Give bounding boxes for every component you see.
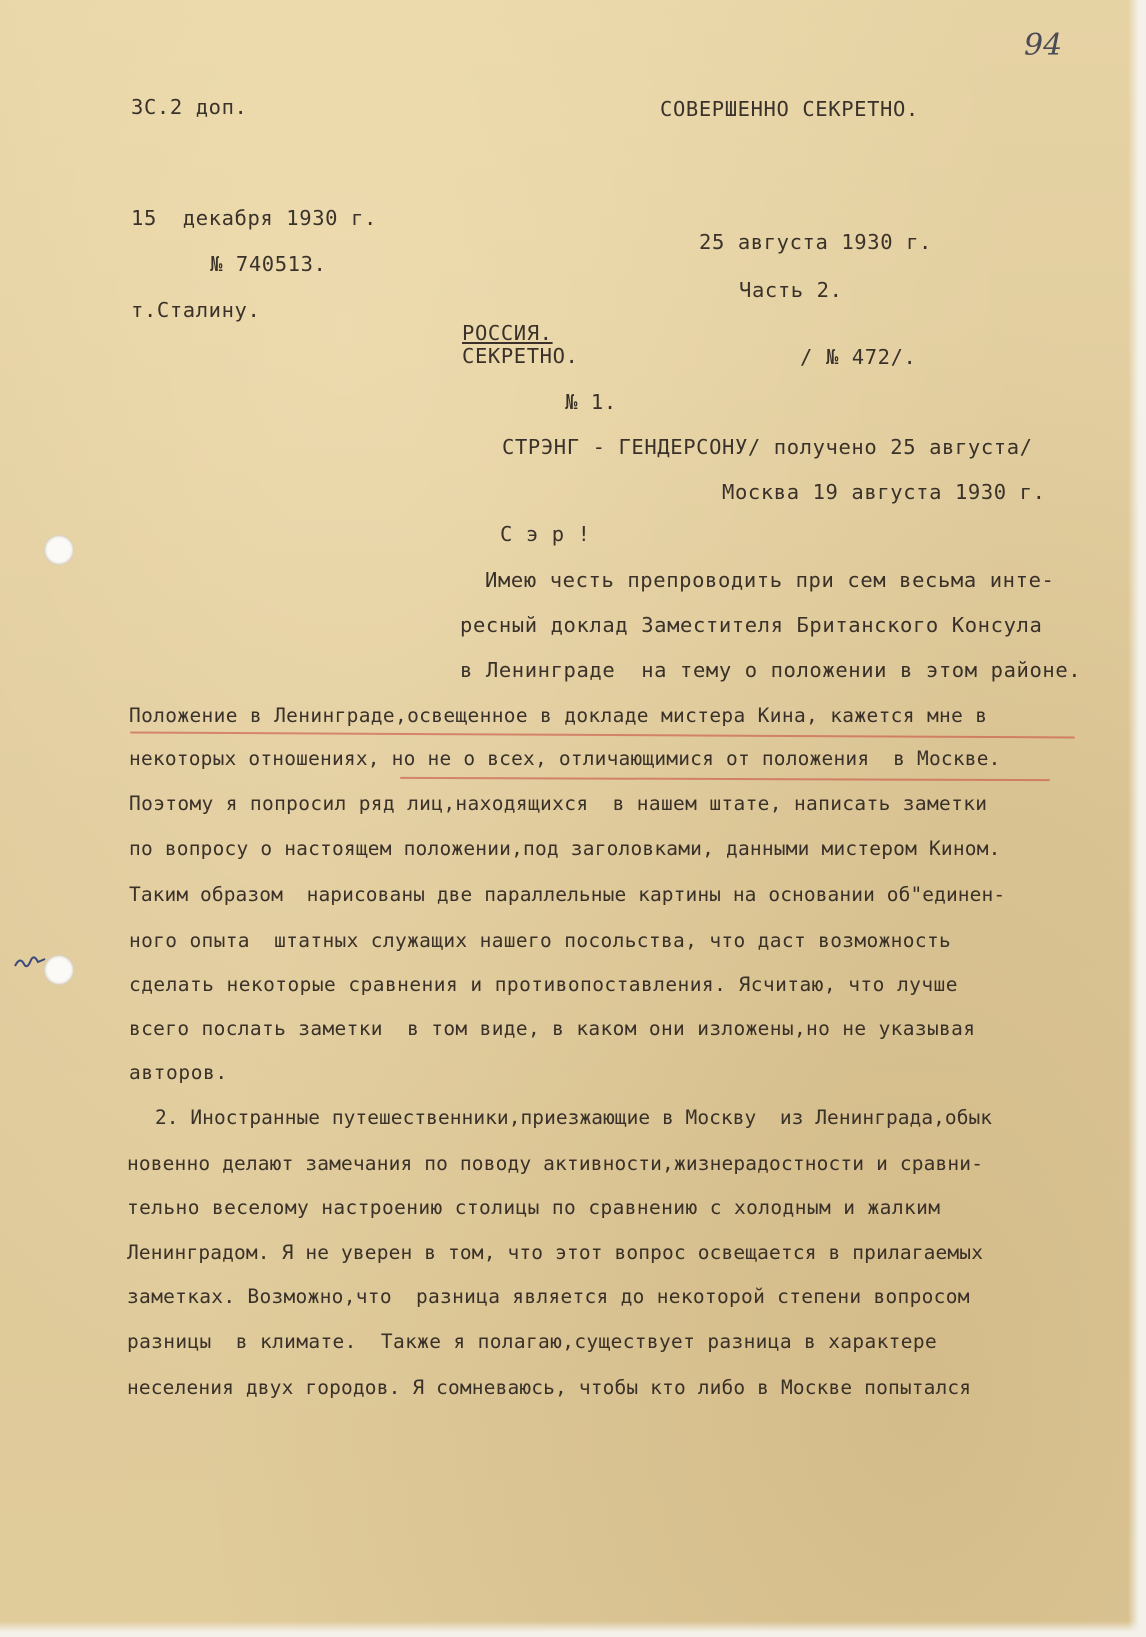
body-line: сделать некоторые сравнения и противопоставления. Ясчитаю, что лучше xyxy=(129,973,958,996)
dispatch-country: РОССИЯ. xyxy=(462,321,553,345)
cover-number: № 740513. xyxy=(210,252,327,276)
body-line: авторов. xyxy=(129,1061,228,1084)
paper-edge-bottom xyxy=(0,1621,1146,1637)
body-line: в Ленинграде на тему о положении в этом районе. xyxy=(460,658,1082,682)
body-line: Ленинградом. Я не уверен в том, что этот вопрос освещается в прилагаемых xyxy=(127,1241,984,1264)
body-line: Положение в Ленинграде,освещенное в докладе мистера Кина, кажется мне в xyxy=(129,704,988,727)
dispatch-route: СТРЭНГ - ГЕНДЕРСОНУ/ получено 25 августа/ xyxy=(502,435,1033,459)
salutation: С э р ! xyxy=(500,522,591,546)
cover-addressee: т.Сталину. xyxy=(131,298,261,322)
body-line: 2. Иностранные путешественники,приезжающие в Москву из Ленинграда,обык xyxy=(155,1106,993,1129)
paper-edge-right xyxy=(1128,0,1146,1637)
dispatch-part: Часть 2. xyxy=(739,278,843,302)
dispatch-place-date: Москва 19 августа 1930 г. xyxy=(722,480,1046,504)
dispatch-ref-number: / № 472/. xyxy=(800,345,917,369)
dispatch-date: 25 августа 1930 г. xyxy=(699,230,932,254)
body-line: всего послать заметки в том виде, в каком они изложены,но не указывая xyxy=(129,1017,976,1040)
classification-title: СОВЕРШЕННО СЕКРЕТНО. xyxy=(660,97,919,121)
red-underline-mark xyxy=(400,777,1050,781)
body-line: разницы в климате. Также я полагаю,существует разница в характере xyxy=(127,1330,938,1353)
body-line: Имею честь препроводить при сем весьма инте- xyxy=(485,568,1055,592)
pencil-margin-mark xyxy=(12,950,48,974)
body-line: Поэтому я попросил ряд лиц,находящихся в нашем штате, написать заметки xyxy=(129,792,988,815)
body-line: неселения двух городов. Я сомневаюсь, чтобы кто либо в Москве попытался xyxy=(127,1376,972,1399)
punch-hole-top xyxy=(44,535,74,565)
body-line: ного опыта штатных служащих нашего посольства, что даст возможность xyxy=(129,929,952,952)
cover-date: 15 декабря 1930 г. xyxy=(131,206,377,230)
body-line: тельно веселому настроению столицы по сравнению с холодным и жалким xyxy=(127,1196,941,1219)
dispatch-secrecy: СЕКРЕТНО. xyxy=(462,344,579,368)
body-line: заметках. Возможно,что разница является до некоторой степени вопросом xyxy=(127,1285,970,1308)
body-line: ресный доклад Заместителя Британского Консула xyxy=(460,613,1043,637)
body-line: по вопросу о настоящем положении,под заголовками, данными мистером Кином. xyxy=(129,837,1001,860)
dispatch-item-number: № 1. xyxy=(565,390,617,414)
punch-hole-bottom xyxy=(44,955,74,985)
body-line: Таким образом нарисованы две параллельные картины на основании об"единен- xyxy=(129,883,1006,906)
body-line: новенно делают замечания по поводу активности,жизнерадостности и сравни- xyxy=(127,1152,984,1175)
page-number: 94 xyxy=(1024,28,1063,63)
copy-code: 3С.2 доп. xyxy=(131,95,248,119)
red-underline-mark xyxy=(130,732,1075,739)
body-line: некоторых отношениях, но не о всех, отличающимися от положения в Москве. xyxy=(129,747,1001,770)
